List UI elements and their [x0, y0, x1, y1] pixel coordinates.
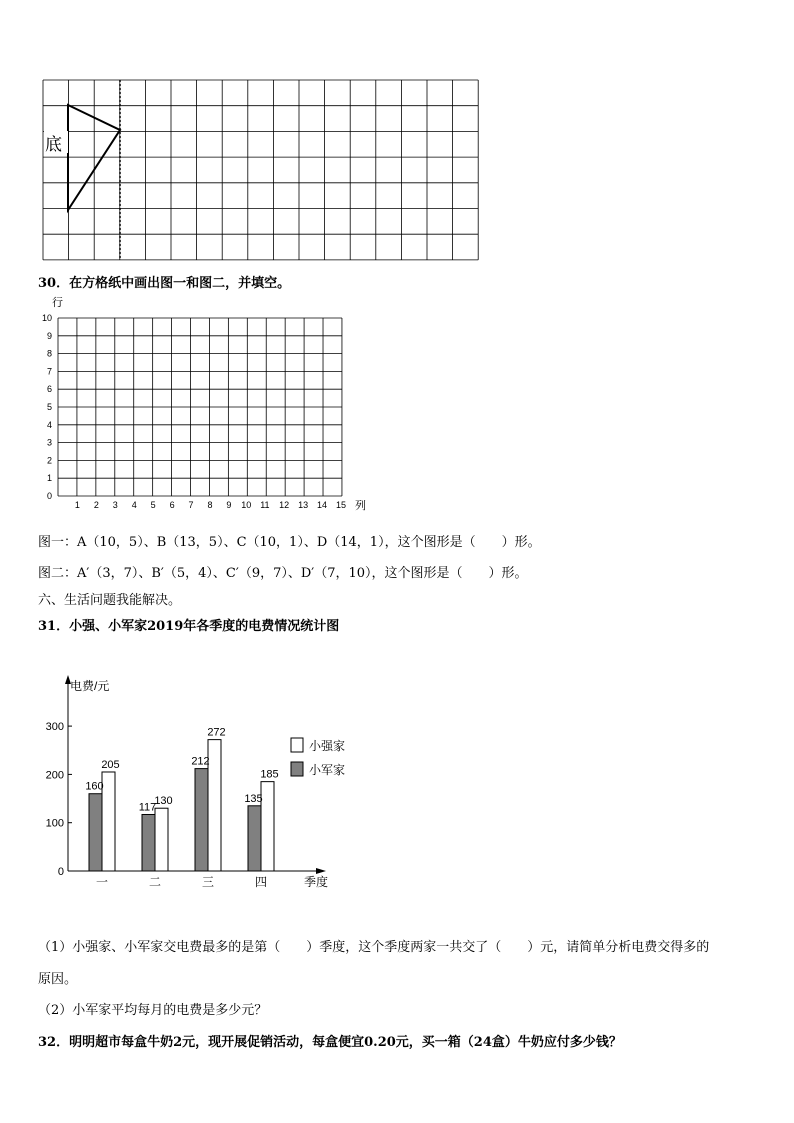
- data-label-xiaoqiang: 272: [207, 726, 226, 739]
- bar-xiaoqiang: [102, 772, 115, 871]
- y-tick-label: 5: [46, 402, 52, 412]
- x-axis-arrow: [316, 868, 326, 874]
- bar-xiaoqiang: [261, 782, 274, 871]
- bar-xiaojun: [142, 814, 155, 871]
- q32-question: 32．明明超市每盒牛奶2元，现开展促销活动，每盒便宜0.20元，买一箱（24盒）牛奶应付多少钱？: [38, 1035, 622, 1050]
- x-tick-label: 1: [74, 500, 80, 510]
- x-tick-label: 3: [112, 500, 118, 510]
- x-tick-label: 4: [131, 500, 137, 510]
- top-grid-figure: [0, 0, 794, 265]
- data-label-xiaojun: 135: [244, 792, 263, 805]
- category-label: 一: [95, 875, 109, 889]
- coordinate-grid-lines: [58, 318, 342, 496]
- x-tick-label: 8: [207, 500, 213, 510]
- data-label-xiaoqiang: 185: [260, 768, 279, 781]
- q30-figure1-line: 图一：A（10，5）、B（13，5）、C（10，1）、D（14，1），这个图形是（ ）形。: [38, 535, 541, 550]
- y-tick-label: 9: [46, 330, 52, 341]
- x-tick-label: 6: [169, 500, 175, 510]
- chart-xlabel: 季度: [304, 875, 329, 889]
- bar-xiaojun: [89, 794, 102, 871]
- y-tick-label: 4: [46, 419, 52, 430]
- data-label-xiaojun: 212: [191, 755, 210, 768]
- coordinate-grid: [0, 290, 794, 520]
- bar-xiaojun: [248, 806, 261, 871]
- q31-sub1-line2: 原因。: [38, 972, 78, 987]
- q30-title: 30．在方格纸中画出图一和图二，并填空。: [38, 276, 291, 291]
- data-label-xiaojun: 160: [85, 780, 104, 793]
- bar-xiaojun: [195, 769, 208, 871]
- legend-swatch-xiaoqiang: [291, 738, 303, 752]
- chart-y-tick-label: 200: [45, 769, 64, 782]
- x-tick-label: 7: [188, 500, 194, 510]
- chart-y-tick-label: 0: [57, 866, 64, 878]
- category-label: 四: [254, 875, 268, 889]
- y-tick-label: 8: [46, 348, 52, 359]
- x-tick-label: 2: [93, 500, 99, 510]
- x-tick-label: 9: [226, 500, 232, 510]
- data-label-xiaoqiang: 205: [101, 758, 120, 771]
- x-tick-label: 13: [298, 500, 309, 510]
- bar-xiaoqiang: [208, 740, 221, 871]
- top-grid-lines: [43, 80, 478, 260]
- x-tick-label: 10: [241, 500, 252, 510]
- x-axis-label: 列: [355, 500, 366, 512]
- chart-y-tick-label: 300: [45, 721, 64, 734]
- y-tick-label: 0: [46, 491, 52, 501]
- x-tick-label: 12: [279, 500, 290, 510]
- y-tick-label: 3: [46, 437, 52, 448]
- y-tick-label: 10: [41, 313, 52, 323]
- category-label: 三: [201, 875, 215, 889]
- legend-label-xiaojun: 小军家: [309, 763, 346, 777]
- section-six-heading: 六、生活问题我能解决。: [38, 593, 182, 608]
- x-tick-label: 14: [317, 500, 328, 510]
- y-tick-label: 1: [46, 473, 52, 484]
- y-axis-label: 行: [52, 297, 63, 309]
- bar-xiaoqiang: [155, 808, 168, 871]
- q31-sub1-line1: （1）小强家、小军家交电费最多的是第（ ）季度，这个季度两家一共交了（ ）元，请简单分析电费交得多的: [38, 940, 710, 955]
- category-label: 二: [148, 875, 162, 889]
- coordinate-tick-labels: [42, 313, 346, 510]
- legend-label-xiaoqiang: 小强家: [309, 739, 346, 753]
- electricity-bar-chart: [0, 670, 794, 900]
- base-label: 底: [45, 135, 62, 154]
- chart-ylabel: 电费/元: [70, 679, 110, 693]
- y-tick-label: 2: [46, 455, 52, 466]
- x-tick-label: 15: [335, 500, 346, 510]
- q31-sub2: （2）小军家平均每月的电费是多少元？: [38, 1003, 268, 1018]
- x-tick-label: 5: [150, 500, 156, 510]
- legend-swatch-xiaojun: [291, 762, 303, 776]
- chart-y-tick-label: 100: [45, 817, 64, 830]
- q31-title: 31．小强、小军家2019年各季度的电费情况统计图: [38, 619, 340, 634]
- data-label-xiaojun: 117: [138, 801, 157, 814]
- q30-figure2-line: 图二：A′（3，7）、B′（5，4）、C′（9，7）、D′（7，10），这个图形是（ ）形。: [38, 566, 528, 581]
- x-tick-label: 11: [260, 500, 270, 510]
- data-label-xiaoqiang: 130: [154, 795, 173, 808]
- y-tick-label: 6: [46, 384, 52, 395]
- y-tick-label: 7: [46, 366, 52, 377]
